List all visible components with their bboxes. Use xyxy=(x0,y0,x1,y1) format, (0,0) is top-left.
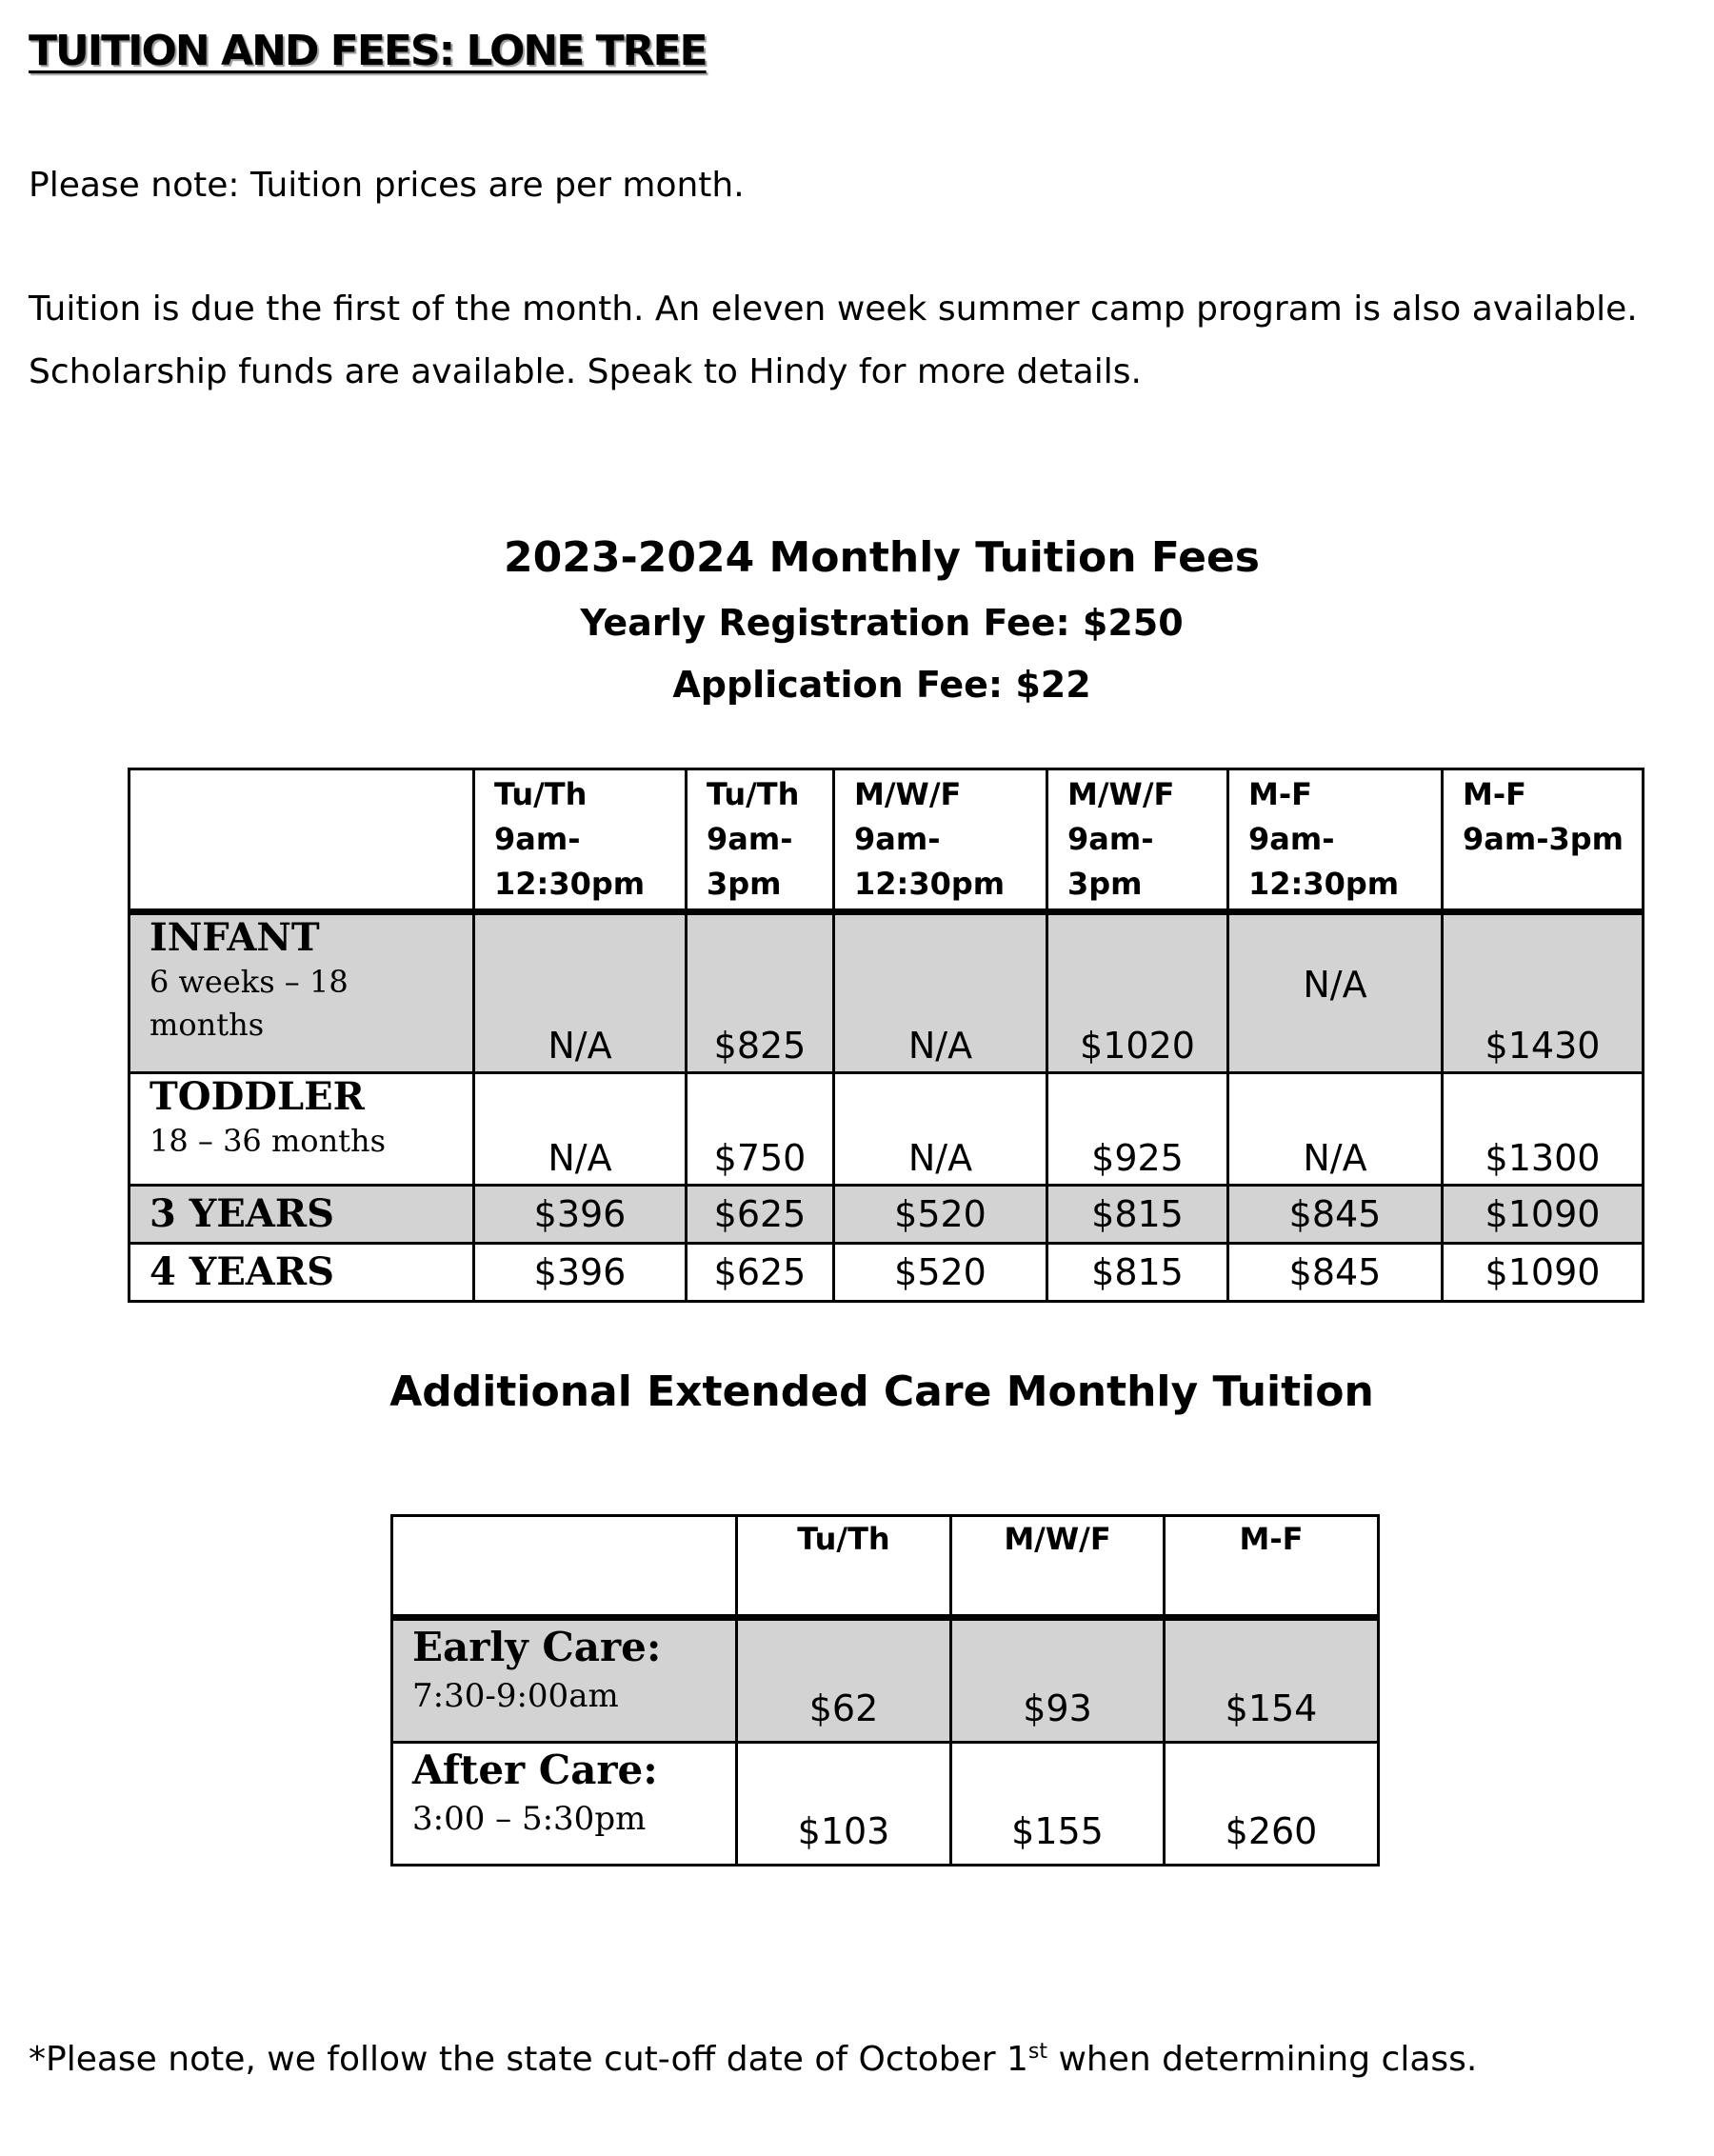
extended-care-heading: Additional Extended Care Monthly Tuition xyxy=(389,1367,1374,1416)
schedule-header: M-F 9am-3pm xyxy=(1443,769,1644,912)
price-cell: $396 xyxy=(474,1186,687,1244)
cutoff-footnote: *Please note, we follow the state cut-off date of October 1st when determining class. xyxy=(29,2040,1478,2079)
table-row-early-care xyxy=(392,1618,1379,1743)
price-cell: $396 xyxy=(474,1244,687,1302)
price-cell: $62 xyxy=(737,1618,951,1743)
table-row-toddler xyxy=(130,1073,1644,1186)
price-cell: $1090 xyxy=(1443,1186,1644,1244)
price-cell: N/A xyxy=(834,912,1047,1073)
table-row-4-years xyxy=(130,1244,1644,1302)
price-cell: N/A xyxy=(474,912,687,1073)
care-label: After Care: 3:00 – 5:30pm xyxy=(392,1743,737,1866)
age-label: TODDLER 18 – 36 months xyxy=(130,1073,474,1186)
price-cell: $103 xyxy=(737,1743,951,1866)
age-label: INFANT 6 weeks – 18 months xyxy=(130,912,474,1073)
tuition-table xyxy=(128,768,1644,1303)
price-cell: $1430 xyxy=(1443,912,1644,1073)
age-label: 3 YEARS xyxy=(130,1186,474,1244)
price-cell: $260 xyxy=(1165,1743,1379,1866)
schedule-header: Tu/Th 9am- 12:30pm xyxy=(474,769,687,912)
price-cell: $925 xyxy=(1047,1073,1228,1186)
table-row-infant xyxy=(130,912,1644,1073)
price-cell: $845 xyxy=(1228,1186,1443,1244)
price-cell: N/A xyxy=(1228,1073,1443,1186)
schedule-header: M-F 9am- 12:30pm xyxy=(1228,769,1443,912)
registration-fee: Yearly Registration Fee: $250 xyxy=(580,602,1184,644)
scholarship-note: Scholarship funds are available. Speak to Hindy for more details. xyxy=(29,352,1142,391)
tuition-due-note: Tuition is due the first of the month. An eleven week summer camp program is also available. xyxy=(29,289,1638,329)
price-cell: $1020 xyxy=(1047,912,1228,1073)
age-label: 4 YEARS xyxy=(130,1244,474,1302)
price-cell: $845 xyxy=(1228,1244,1443,1302)
schedule-header: M/W/F xyxy=(951,1516,1165,1618)
schedule-header: Tu/Th xyxy=(737,1516,951,1618)
price-cell: $625 xyxy=(687,1244,834,1302)
schedule-header: M/W/F 9am- 3pm xyxy=(1047,769,1228,912)
price-cell: $1090 xyxy=(1443,1244,1644,1302)
corner-cell xyxy=(392,1516,737,1618)
corner-cell xyxy=(130,769,474,912)
price-cell: $815 xyxy=(1047,1244,1228,1302)
extended-header-row xyxy=(392,1516,1379,1618)
price-cell: $155 xyxy=(951,1743,1165,1866)
price-cell: $815 xyxy=(1047,1186,1228,1244)
price-cell: $625 xyxy=(687,1186,834,1244)
schedule-header: Tu/Th 9am- 3pm xyxy=(687,769,834,912)
price-cell: $93 xyxy=(951,1618,1165,1743)
table-row-after-care xyxy=(392,1743,1379,1866)
price-cell: N/A xyxy=(1228,912,1443,1073)
price-cell: $1300 xyxy=(1443,1073,1644,1186)
tuition-header-row xyxy=(130,769,1644,912)
price-cell: N/A xyxy=(474,1073,687,1186)
page-title: TUITION AND FEES: LONE TREE xyxy=(29,27,707,75)
price-cell: $520 xyxy=(834,1186,1047,1244)
schedule-header: M/W/F 9am- 12:30pm xyxy=(834,769,1047,912)
tuition-heading: 2023-2024 Monthly Tuition Fees xyxy=(504,533,1260,582)
per-month-note: Please note: Tuition prices are per month. xyxy=(29,166,745,205)
extended-care-table xyxy=(390,1514,1380,1867)
price-cell: $825 xyxy=(687,912,834,1073)
application-fee: Application Fee: $22 xyxy=(672,664,1091,706)
price-cell: N/A xyxy=(834,1073,1047,1186)
price-cell: $750 xyxy=(687,1073,834,1186)
price-cell: $520 xyxy=(834,1244,1047,1302)
care-label: Early Care: 7:30-9:00am xyxy=(392,1618,737,1743)
table-row-3-years xyxy=(130,1186,1644,1244)
schedule-header: M-F xyxy=(1165,1516,1379,1618)
price-cell: $154 xyxy=(1165,1618,1379,1743)
